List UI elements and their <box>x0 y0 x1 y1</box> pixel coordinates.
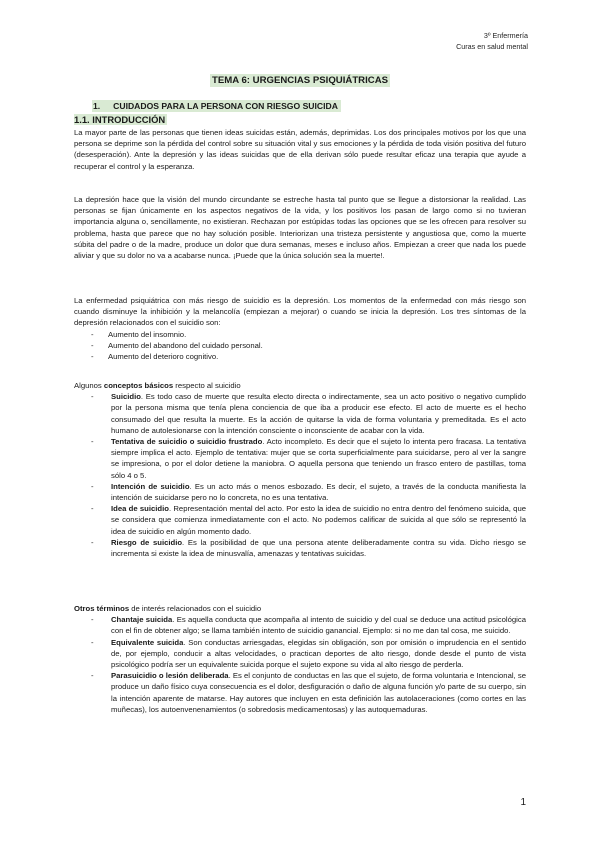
intro-text: Algunos <box>74 381 104 390</box>
intro-bold: conceptos básicos <box>103 381 174 390</box>
term: Equivalente suicida <box>111 637 184 647</box>
other-terms-list <box>74 614 526 715</box>
paragraph: La mayor parte de las personas que tienen ideas suicidas están, además, deprimidas. Los dos principales motivos por los que una persona se deprime son la pérdida del control sobre su situación vital y sus emociones y la pérdida de toda visión positiva del futuro (desesperación). Ante la depresión y las ideas suicidas que de ella derivan sólo puede resultar eficaz una terapia que ayude a recuperar el control y la esperanza. <box>74 128 526 171</box>
section-number: 1. <box>92 100 112 112</box>
term: Idea de suicidio <box>111 504 169 514</box>
concepts-list <box>74 391 526 559</box>
concepts-section <box>74 380 526 559</box>
list-item <box>74 537 526 559</box>
list-item <box>74 503 526 537</box>
definition: . Acto incompleto. Es decir que el sujeto lo intenta pero fracasa. La tentativa siempre implica el acto. Ejemplo de tentativa: mujer que se corta superficialmente para suicidarse, pero al ver la sangre se impresiona, o por el dolor detiene la maniobra. O aquella persona que teniendo un frasco entero de pastillas, toma sólo 4 o 5. <box>111 437 526 480</box>
document-title-text: TEMA 6: URGENCIAS PSIQUIÁTRICAS <box>211 75 389 86</box>
intro-paragraph-1 <box>74 127 526 172</box>
subsection-heading-1-1 <box>74 114 167 125</box>
term: Tentativa de suicidio o suicidio frustrado <box>111 437 263 447</box>
term: Suicidio <box>111 392 141 402</box>
section-heading-1 <box>92 101 341 111</box>
intro-paragraph-3 <box>74 295 526 362</box>
paragraph: La depresión hace que la visión del mundo circundante se estreche hasta tal punto que se llegue a distorsionar la realidad. Las personas se fijan únicamente en los aspectos negativos de la vida, y los positivos los pasan de largo como si no tuvieran importancia alguna o, sencillamente, no existieran. Rechazan por estúpidas todas las opciones que se les ofrecen para resolver su problema, hasta que parece que no hay solución posible. Interiorizan una tristeza persistente y angustiosa que, como la muerte súbita del padre o de la madre, produce un dolor que dura semanas, meses e incluso años. Empiezan a creer que nada los puede aliviar y que su dolor no va a acabarse nunca. ¡Puede que la única solución sea la muerte!. <box>74 195 526 261</box>
term: Parasuicidio o lesión deliberada <box>111 671 229 681</box>
list-item: - Aumento del insomnio. <box>74 329 526 340</box>
term: Chantaje suicida <box>111 615 173 625</box>
section-title: CUIDADOS PARA LA PERSONA CON RIESGO SUICIDA <box>112 100 341 112</box>
paragraph: La enfermedad psiquiátrica con más riesgo de suicidio es la depresión. Los momentos de la enfermedad con más riesgo son cuando disminuye la inhibición y la melancolía (empiezan a mejorar) o cuando se inicia la depresión. Los tres síntomas de la depresión relacionados con el suicidio son: <box>74 296 526 328</box>
list-item <box>74 637 526 671</box>
symptom-list <box>74 329 526 363</box>
definition: . Es el conjunto de conductas en las que el sujeto, de forma voluntaria e Intencional, se produce un daño físico cuya consecuencia es el dolor, desfiguración o daño de alguna función y/o parte de su cuerpo, sin la intención aparente de matarse. Hay autores que incluyen en esta definición las autolaceraciones (como cortes en las muñecas), los autoenvenenamientos (o sobredosis medicamentosas) y las autoquemaduras. <box>111 671 526 714</box>
list-item: - Aumento del deterioro cognitivo. <box>74 351 526 362</box>
definition: . Es todo caso de muerte que resulta electo directa o indirectamente, sea un acto positivo o negativo cumplido por la persona misma que tenía plena conciencia de que iba a producir ese efecto. El acto de muerte es el hecho consumado del que resulta la muerte. Es la acción de quitarse la vida de forma voluntaria y premeditada. Es el acto humano de autolesionarse con la intención consciente o inconsciente de acabar con la vida. <box>111 392 526 435</box>
running-header <box>456 30 528 52</box>
intro-paragraph-2 <box>74 194 526 261</box>
term: Riesgo de suicidio <box>111 537 183 547</box>
other-terms-section <box>74 603 526 715</box>
list-item <box>74 436 526 481</box>
definition: . Son conductas arriesgadas, elegidas sin obligación, son por omisión o imprudencia en el sentido de, por ejemplo, conducir a altas velocidades, o practican deportes de alto riesgo, donde desde el punto de vista psicológico podría ser un equivalente suicida porque el sujeto expone su vida al alto riesgo de perderla. <box>111 637 526 670</box>
header-course: 3º Enfermería <box>483 31 528 40</box>
term: Intención de suicidio <box>111 481 190 491</box>
intro-text: respecto al suicidio <box>173 381 241 390</box>
list-item <box>74 614 526 636</box>
list-item <box>74 670 526 715</box>
document-title <box>0 70 600 88</box>
intro-text: de interés relacionados con el suicidio <box>129 604 262 613</box>
subsection-title: 1.1. INTRODUCCIÓN <box>74 114 166 125</box>
definition: . Es la posibilidad de que una persona atente deliberadamente contra su vida. Dicho riesgo se incrementa si existe la idea de minusvalía, amenazas y tentativas suicidas. <box>111 537 526 559</box>
list-item <box>74 391 526 436</box>
intro-bold: Otros términos <box>74 604 130 613</box>
header-subject: Curas en salud mental <box>456 42 528 51</box>
page-number: 1 <box>520 797 526 808</box>
definition: . Es aquella conducta que acompaña al intento de suicidio y del cual se deduce una actitud psicológica con el fin de obtener algo; se llama también intento de suicidio ganancial. Ejemplo: si no me dan tal cosa, me suicido. <box>111 615 527 636</box>
list-item <box>74 481 526 503</box>
list-item: - Aumento del abandono del cuidado personal. <box>74 340 526 351</box>
definition: . Representación mental del acto. Por esto la idea de suicidio no entra dentro del fenómeno suicida, que se considera que comienza inmediatamente con el acto. No podemos calificar de suicida al que sólo se representó la idea de suicidio en algún momento dado. <box>111 504 527 536</box>
concepts-intro <box>74 380 526 391</box>
definition: . Es un acto más o menos esbozado. Es decir, el sujeto, a través de la conducta manifiesta la intención de suicidarse pero no lo concreta, no es una tentativa. <box>111 481 526 503</box>
other-terms-intro <box>74 603 526 614</box>
